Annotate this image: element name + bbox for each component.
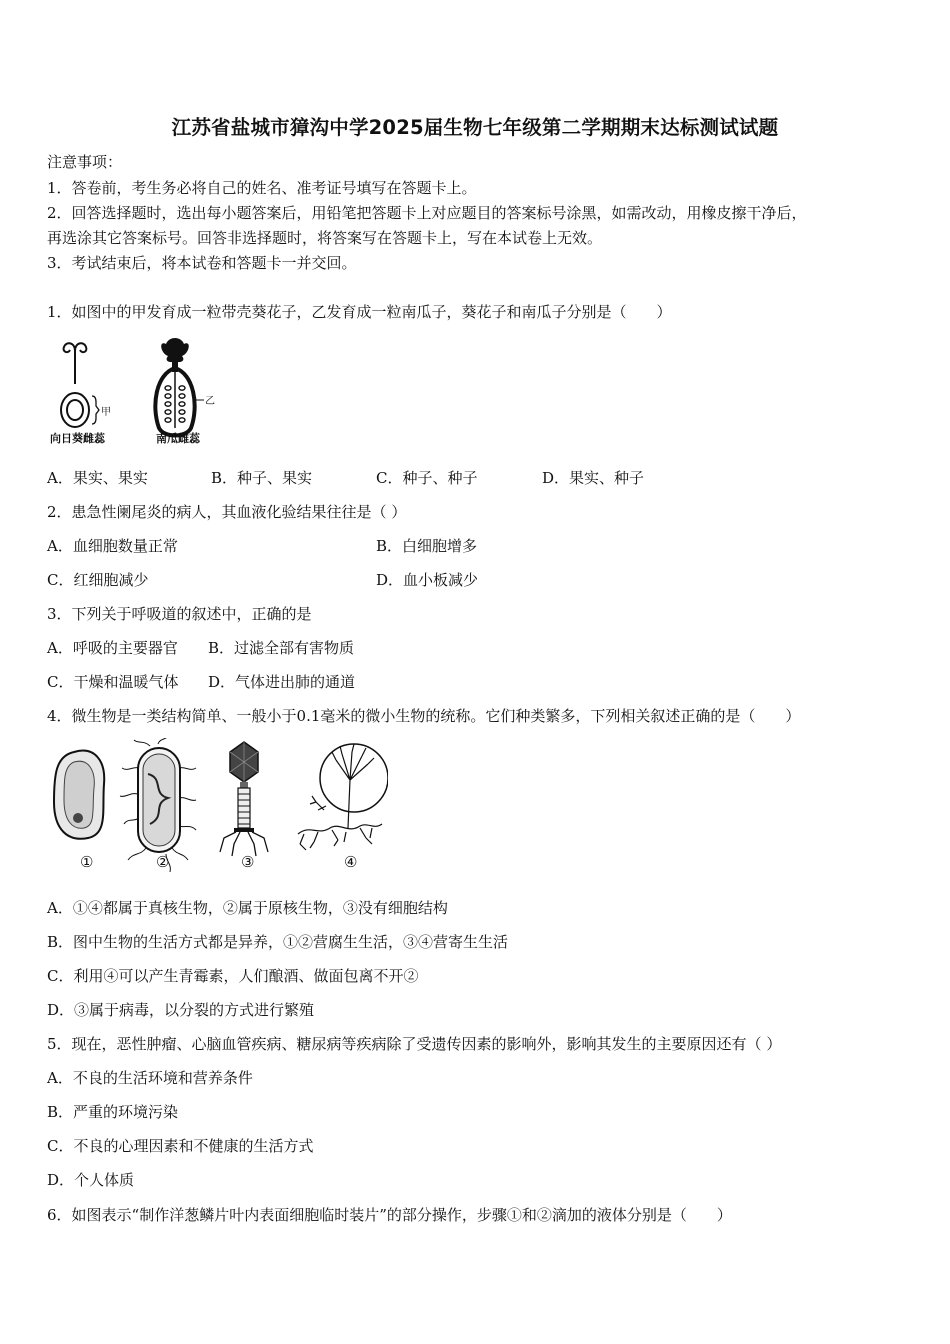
q5-option-c[interactable]: C．不良的心理因素和不健康的生活方式 [47, 1137, 314, 1155]
q4-option-b[interactable]: B．图中生物的生活方式都是异养，①②营腐生生活，③④营寄生生活 [47, 933, 509, 951]
q5-option-d[interactable]: D．个人体质 [47, 1171, 135, 1189]
question-1-stem: 1．如图中的甲发育成一粒带壳葵花子，乙发育成一粒南瓜子，葵花子和南瓜子分别是（ ） [47, 303, 672, 321]
notice-item: 再选涂其它答案标号。回答非选择题时，将答案写在答题卡上，写在本试卷上无效。 [47, 229, 603, 247]
caption-pumpkin: 南瓜雌蕊 [156, 432, 200, 445]
q1-option-d[interactable]: D．果实、种子 [542, 469, 645, 487]
q4-option-c[interactable]: C．利用④可以产生青霉素，人们酿酒、做面包离不开② [47, 967, 419, 985]
q2-option-a[interactable]: A．血细胞数量正常 [47, 537, 178, 555]
q2-option-b[interactable]: B．白细胞增多 [376, 537, 478, 555]
microbe-diagram [48, 738, 388, 878]
q1-option-c[interactable]: C．种子、种子 [376, 469, 478, 487]
q5-option-b[interactable]: B．严重的环境污染 [47, 1103, 179, 1121]
question-1-figure [48, 334, 228, 450]
page-title: 江苏省盐城市獐沟中学2025届生物七年级第二学期期末达标测试试题 [171, 116, 779, 139]
q4-option-d[interactable]: D．③属于病毒，以分裂的方式进行繁殖 [47, 1001, 315, 1019]
mold [298, 744, 388, 850]
q2-option-c[interactable]: C．红细胞减少 [47, 571, 149, 589]
pumpkin-pistil [155, 338, 204, 436]
yeast-cell [54, 751, 104, 839]
question-3-stem: 3．下列关于呼吸道的叙述中，正确的是 [47, 605, 312, 623]
question-4-figure [48, 738, 388, 878]
question-2-stem: 2．患急性阑尾炎的病人，其血液化验结果往往是（ ） [47, 503, 407, 521]
q3-option-a[interactable]: A．呼吸的主要器官 [47, 639, 178, 657]
q3-option-c[interactable]: C．干燥和温暖气体 [47, 673, 179, 691]
notice-heading: 注意事项： [47, 153, 123, 171]
caption-sunflower: 向日葵雌蕊 [50, 432, 105, 445]
notice-item: 1．答卷前，考生务必将自己的姓名、准考证号填写在答题卡上。 [47, 179, 477, 197]
q3-option-b[interactable]: B．过滤全部有害物质 [208, 639, 355, 657]
notice-item: 3．考试结束后，将本试卷和答题卡一并交回。 [47, 254, 357, 272]
q1-option-b[interactable]: B．种子、果实 [211, 469, 313, 487]
q3-option-d[interactable]: D．气体进出肺的通道 [208, 673, 356, 691]
figure-label-3: ③ [241, 853, 255, 871]
label-yi: 乙 [205, 396, 215, 407]
figure-label-2: ② [156, 853, 170, 871]
figure-label-4: ④ [344, 853, 358, 871]
sunflower-pistil [61, 343, 99, 427]
bacterium [120, 738, 196, 872]
figure-label-1: ① [80, 853, 94, 871]
q2-option-d[interactable]: D．血小板减少 [376, 571, 479, 589]
q1-option-a[interactable]: A．果实、果实 [47, 469, 148, 487]
q4-option-a[interactable]: A．①④都属于真核生物，②属于原核生物，③没有细胞结构 [47, 899, 448, 917]
notice-item: 2．回答选择题时，选出每小题答案后，用铅笔把答题卡上对应题目的答案标号涂黑，如需改动，用橡皮擦干净后， [47, 204, 807, 222]
question-6-stem: 6．如图表示“制作洋葱鳞片叶内表面细胞临时装片”的部分操作，步骤①和②滴加的液体分别是（ ） [47, 1206, 732, 1224]
q5-option-a[interactable]: A．不良的生活环境和营养条件 [47, 1069, 253, 1087]
question-4-stem: 4．微生物是一类结构简单、一般小于0.1毫米的微小生物的统称。它们种类繁多，下列相关叙述正确的是（ ） [47, 707, 801, 725]
bacteriophage [220, 742, 268, 856]
question-5-stem: 5．现在，恶性肿瘤、心脑血管疾病、糖尿病等疾病除了受遗传因素的影响外，影响其发生的主要原因还有（ ） [47, 1035, 782, 1053]
label-jia: 甲 [101, 407, 111, 418]
